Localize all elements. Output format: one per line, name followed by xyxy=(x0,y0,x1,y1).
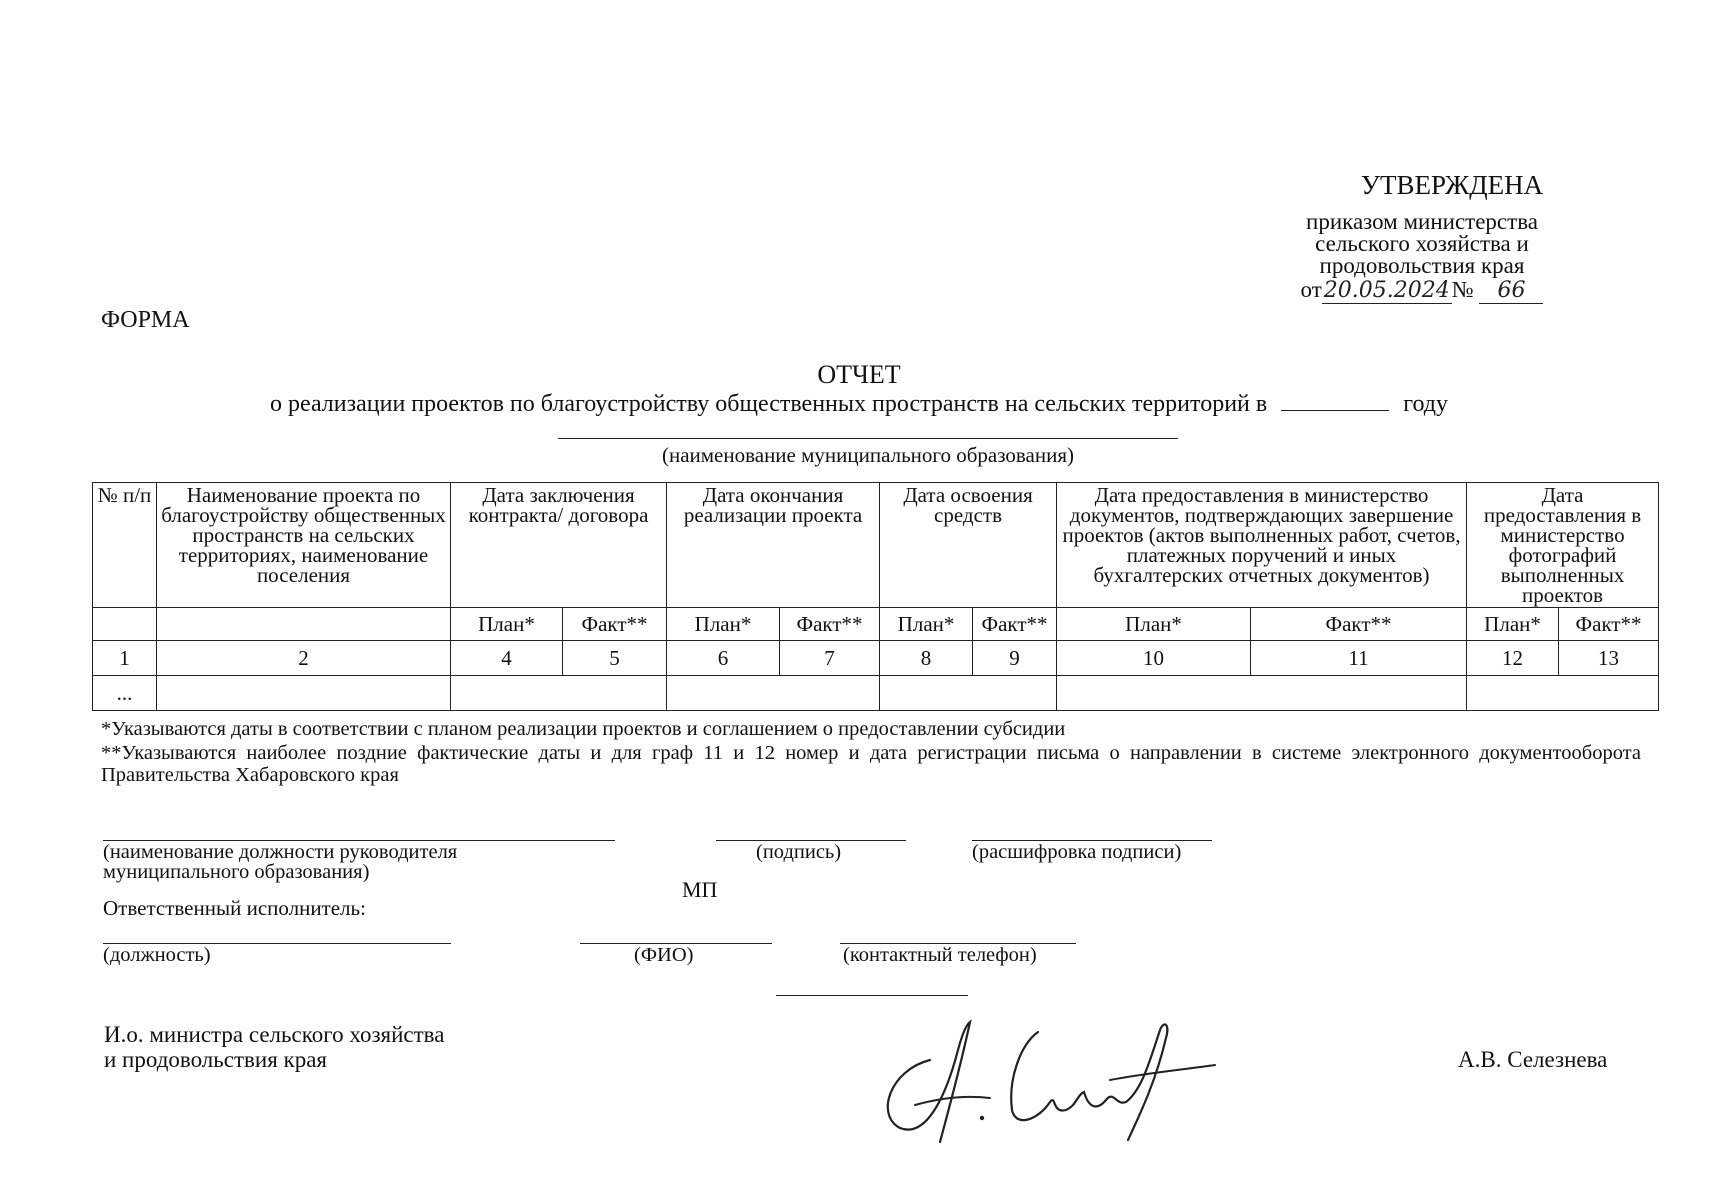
year-blank-line xyxy=(1281,390,1389,411)
footnote-plan: *Указываются даты в соответствии с планом реализации проектов и соглашением о предоставлении субсидии xyxy=(101,718,1066,740)
header-cell: Дата окончания реализации проекта xyxy=(667,483,880,608)
table-cell xyxy=(1057,676,1467,711)
header-cell: Дата освоения средств xyxy=(880,483,1057,608)
continuation-cell: ... xyxy=(93,676,157,711)
executor-label: Ответственный исполнитель: xyxy=(103,896,366,920)
plan-cell: План* xyxy=(1057,608,1251,641)
approval-line: продовольствия края xyxy=(1319,253,1525,278)
column-number: 12 xyxy=(1467,641,1559,676)
table-cell xyxy=(157,676,451,711)
table-subheader-row xyxy=(93,608,1659,641)
position-caption: (должность) xyxy=(103,944,211,966)
header-cell: Дата заключения контракта/ договора xyxy=(451,483,667,608)
column-number: 8 xyxy=(880,641,973,676)
table-header-row xyxy=(93,483,1659,608)
decoding-caption: (расшифровка подписи) xyxy=(972,841,1182,863)
handwritten-date: 20.05.2024 xyxy=(1323,278,1450,303)
document-title: ОТЧЕТ xyxy=(817,360,901,389)
handwritten-signature xyxy=(870,1010,1230,1160)
approval-block xyxy=(1232,170,1652,304)
separator-line xyxy=(776,995,968,996)
municipality-caption: (наименование муниципального образования) xyxy=(661,443,1075,467)
document-subtitle xyxy=(0,390,1718,418)
column-number: 6 xyxy=(667,641,780,676)
phone-caption: (контактный телефон) xyxy=(843,944,1037,966)
plan-cell: План* xyxy=(1467,608,1559,641)
subtitle-text: о реализации проектов по благоустройству общественных пространств на сельских территорий в xyxy=(270,391,1268,417)
table-cell xyxy=(667,676,880,711)
header-cell: Дата предоставления в министерство фотографий выполненных проектов xyxy=(1467,483,1659,608)
column-number: 5 xyxy=(563,641,667,676)
header-cell: Дата предоставления в министерство документов, подтверждающих завершение проектов (актов выполненных работ, счетов, платежных поручений и иных бухгалтерских отчетных документов) xyxy=(1057,483,1467,608)
table-row xyxy=(93,676,1659,711)
plan-cell: План* xyxy=(880,608,973,641)
column-number: 11 xyxy=(1251,641,1467,676)
fio-caption: (ФИО) xyxy=(634,944,694,966)
column-number: 13 xyxy=(1559,641,1659,676)
header-cell: № п/п xyxy=(93,483,157,608)
plan-cell: План* xyxy=(451,608,563,641)
signature-caption: (подпись) xyxy=(756,841,842,863)
table-cell xyxy=(157,608,451,641)
fact-cell: Факт** xyxy=(973,608,1057,641)
column-number: 7 xyxy=(780,641,880,676)
signer-title-line: И.о. министра сельского хозяйства xyxy=(104,1022,445,1047)
municipality-line xyxy=(558,438,1178,439)
approval-date-number xyxy=(1192,277,1652,304)
column-number: 1 xyxy=(93,641,157,676)
footnote-fact: **Указываются наиболее поздние фактические даты и для граф 11 и 12 номер и дата регистрации письма о направлении в системе электронного документооборота Правительства Хабаровского края xyxy=(101,742,1641,786)
column-number: 2 xyxy=(157,641,451,676)
table-cell xyxy=(451,676,667,711)
fact-cell: Факт** xyxy=(1559,608,1659,641)
subtitle-year-word: году xyxy=(1403,391,1448,417)
fact-cell: Факт** xyxy=(780,608,880,641)
stamp-mark: МП xyxy=(682,877,718,902)
handwritten-number: 66 xyxy=(1479,278,1543,304)
column-number: 9 xyxy=(973,641,1057,676)
table-numbers-row xyxy=(93,641,1659,676)
report-table xyxy=(92,482,1659,711)
approval-line: приказом министерства xyxy=(1306,209,1538,234)
signer-title xyxy=(104,1022,444,1072)
head-position-caption: (наименование должности руководителя муниципального образования) xyxy=(103,841,458,883)
signer-name: А.В. Селезнева xyxy=(1458,1047,1608,1072)
approval-order-text xyxy=(1192,211,1652,277)
table-cell xyxy=(1467,676,1659,711)
approval-heading: УТВЕРЖДЕНА xyxy=(1360,170,1544,200)
header-cell: Наименование проекта по благоустройству общественных пространств на сельских территориях, наименование поселения xyxy=(157,483,451,608)
fact-cell: Факт** xyxy=(1251,608,1467,641)
table-cell xyxy=(93,608,157,641)
number-prefix: № xyxy=(1451,277,1474,302)
date-prefix: от xyxy=(1300,277,1322,302)
signer-title-line: и продовольствия края xyxy=(104,1047,327,1072)
approval-line: сельского хозяйства и xyxy=(1315,231,1529,256)
plan-cell: План* xyxy=(667,608,780,641)
column-number: 4 xyxy=(451,641,563,676)
table-cell xyxy=(880,676,1057,711)
column-number: 10 xyxy=(1057,641,1251,676)
form-label: ФОРМА xyxy=(101,307,190,333)
fact-cell: Факт** xyxy=(563,608,667,641)
